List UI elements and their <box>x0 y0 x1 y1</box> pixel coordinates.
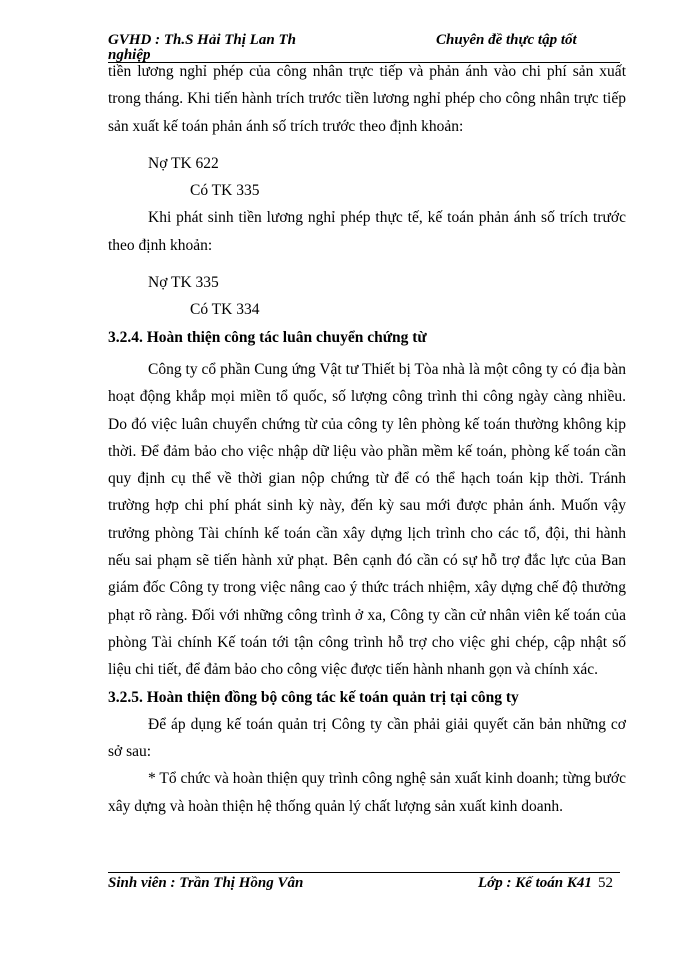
paragraph-3: Công ty cổ phần Cung ứng Vật tư Thiết bị Tòa nhà là một công ty có địa bàn hoạt động khắp mọi miền tổ quốc, số lượng công trình thi công ngày càng nhiều. Do đó việc luân chuyển chứng từ của công ty lên phòng kế toán thường không kịp thời. Để đảm bảo cho việc nhập dữ liệu vào phần mềm kế toán, phòng kế toán cần quy định cụ thể về thời gian nộp chứng từ để có thể hạch toán kịp thời. Tránh trường hợp chi phí phát sinh kỳ này, đến kỳ sau mới được phản ánh. Muốn vậy trưởng phòng Tài chính kế toán cần xây dựng lịch trình cho các tổ, đội, thi hành nếu sai phạm sẽ tiến hành xử phạt. Bên cạnh đó cần có sự hỗ trợ đắc lực của Ban giám đốc Công ty trong việc nâng cao ý thức trách nhiệm, xây dựng chế độ thưởng phạt rõ ràng. Đối với những công trình ở xa, Công ty cần cử nhân viên kế toán của phòng Tài chính Kế toán tới tận công trình hỗ trợ cho việc ghi chép, cập nhật số liệu chi tiết, để đảm bảo cho công việc được tiến hành nhanh gọn và chính xác. <box>108 360 626 679</box>
page-body <box>108 58 626 820</box>
page-footer <box>108 872 620 895</box>
entry-1-credit: Có TK 335 <box>190 182 260 200</box>
paragraph-1: tiền lương nghỉ phép của công nhân trực tiếp và phản ánh vào chi phí sản xuất trong tháng. Khi tiến hành trích trước tiền lương nghỉ phép cho công nhân trực tiếp sản xuất kế toán phản ánh số trích trước theo định khoản: <box>108 63 626 135</box>
entry-1-debit: Nợ TK 622 <box>148 154 219 172</box>
paragraph-2: Khi phát sinh tiền lương nghỉ phép thực tế, kế toán phản ánh số trích trước theo định khoản: <box>108 209 626 254</box>
header-report-title: Chuyên đề thực tập tốt <box>436 32 577 48</box>
header-supervisor: GVHD : Th.S Hải Thị Lan Th <box>108 32 296 48</box>
page-number: 52 <box>598 875 613 891</box>
header-report-title-wrap: nghiệp <box>108 47 151 63</box>
footer-class: Lớp : Kế toán K41 <box>478 875 592 891</box>
paragraph-5-bullet: * Tổ chức và hoàn thiện quy trình công nghệ sản xuất kinh doanh; từng bước xây dựng và hoàn thiện hệ thống quản lý chất lượng sản xuất kinh doanh. <box>108 770 626 815</box>
entry-2-credit: Có TK 334 <box>190 301 260 319</box>
section-heading-3-2-5: 3.2.5. Hoàn thiện đồng bộ công tác kế toán quản trị tại công ty <box>108 688 519 706</box>
entry-2-debit: Nợ TK 335 <box>148 274 219 292</box>
paragraph-4: Để áp dụng kế toán quản trị Công ty cần phải giải quyết căn bản những cơ sở sau: <box>108 715 626 761</box>
footer-student: Sinh viên : Trần Thị Hồng Vân <box>108 875 304 891</box>
section-heading-3-2-4: 3.2.4. Hoàn thiện công tác luân chuyển chứng từ <box>108 328 427 346</box>
